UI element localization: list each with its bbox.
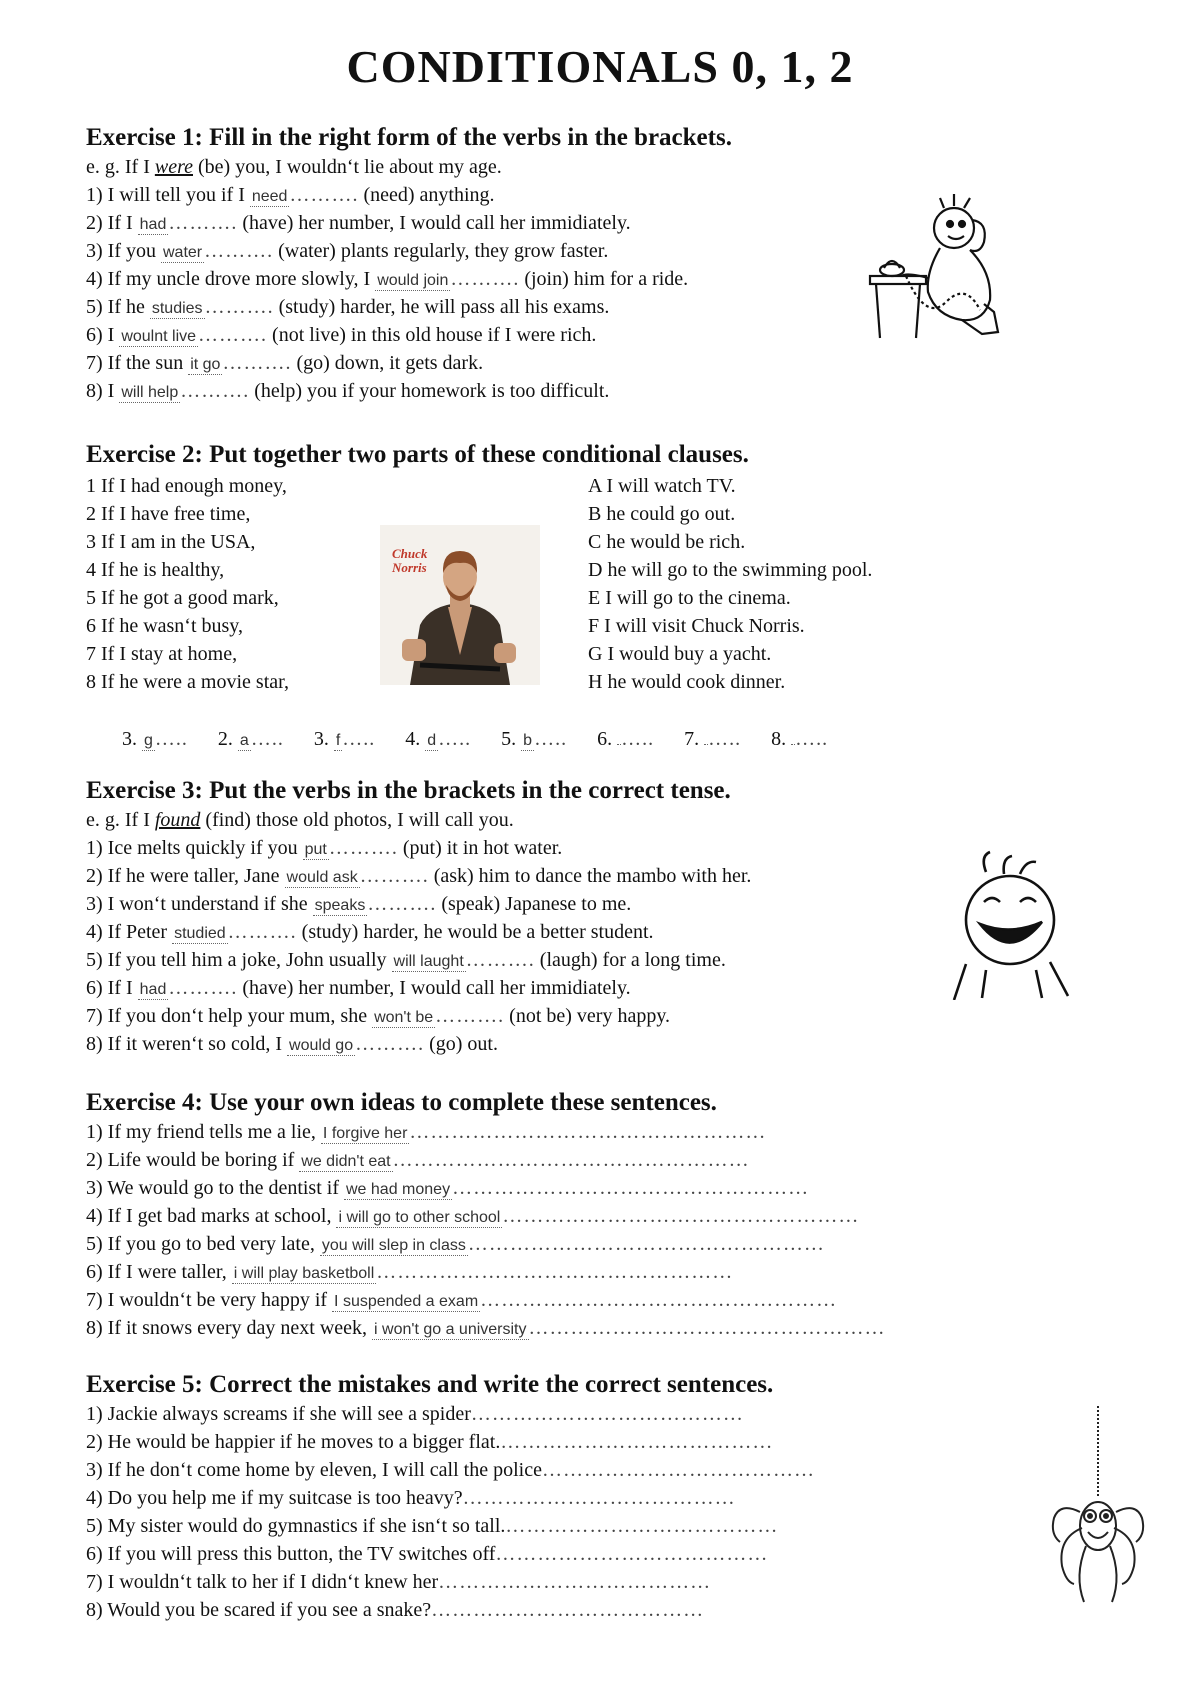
item-text: 5) My sister would do gymnastics if she isn‘t so tall. bbox=[86, 1515, 506, 1537]
item-text: 3) If you bbox=[86, 240, 161, 262]
item-text: 6) I bbox=[86, 324, 120, 346]
exercise-item bbox=[86, 1428, 1116, 1456]
answer-blank[interactable]: will laught bbox=[393, 953, 464, 970]
answer-letter-blank[interactable]: g bbox=[144, 732, 153, 749]
exercise-item bbox=[86, 1568, 1116, 1596]
exercise-item bbox=[86, 1174, 1116, 1202]
item-text: 4) Do you help me if my suitcase is too heavy? bbox=[86, 1487, 463, 1509]
item-text: (ask) him to dance the mambo with her. bbox=[428, 865, 752, 887]
cartoon-phone-man-illustration bbox=[866, 192, 1016, 342]
dotted-leader: ….. bbox=[438, 728, 472, 750]
item-text: 5) If he bbox=[86, 296, 150, 318]
dotted-leader: ………. bbox=[465, 949, 535, 971]
answer-item bbox=[405, 728, 471, 750]
answer-blank[interactable]: would go bbox=[289, 1037, 354, 1054]
item-text: (go) out. bbox=[424, 1033, 498, 1055]
example-answer: found bbox=[154, 809, 201, 831]
dotted-leader: ………. bbox=[222, 352, 292, 374]
dotted-leader: ………. bbox=[204, 240, 274, 262]
clause-right: D he will go to the swimming pool. bbox=[588, 559, 873, 581]
clause-right: H he would cook dinner. bbox=[588, 671, 786, 693]
item-text: (not be) very happy. bbox=[504, 1005, 671, 1027]
clause-left: 2 If I have free time, bbox=[86, 503, 251, 525]
exercise-item bbox=[86, 1258, 1116, 1286]
dotted-leader: ………………………………… bbox=[470, 1403, 744, 1425]
clause-list-right bbox=[588, 472, 872, 696]
answer-item bbox=[501, 728, 567, 750]
exercise-1-heading: Exercise 1: Fill in the right form of the verbs in the brackets. bbox=[86, 124, 732, 151]
dotted-leader: ………. bbox=[450, 268, 520, 290]
item-text: (need) anything. bbox=[358, 184, 495, 206]
exercise-item bbox=[86, 1146, 1116, 1174]
dotted-leader: …………………………………………… bbox=[452, 1177, 810, 1199]
clause-right: A I will watch TV. bbox=[588, 475, 736, 497]
item-text: 3) If he don‘t come home by eleven, I will call the police bbox=[86, 1459, 542, 1481]
exercise-item bbox=[86, 1230, 1116, 1258]
exercise-item bbox=[86, 1484, 1116, 1512]
example-text: (be) you, I wouldn‘t lie about my age. bbox=[193, 156, 502, 178]
answer-blank[interactable]: studied bbox=[174, 925, 226, 942]
item-text: 2) If I bbox=[86, 212, 138, 234]
answer-letter-blank[interactable]: f bbox=[335, 732, 341, 749]
dotted-leader: ………………………………… bbox=[500, 1431, 774, 1453]
item-text: 6) If you will press this button, the TV switches off bbox=[86, 1543, 496, 1565]
dotted-leader: ………. bbox=[198, 324, 268, 346]
answer-blank[interactable]: need bbox=[251, 188, 288, 205]
exercise-2 bbox=[86, 440, 1116, 760]
answer-letter-blank[interactable]: d bbox=[427, 732, 437, 749]
exercise-item bbox=[86, 1456, 1116, 1484]
exercise-item bbox=[86, 1030, 1116, 1058]
dotted-leader: ………. bbox=[227, 921, 297, 943]
answer-blank[interactable]: i will go to other school bbox=[338, 1209, 501, 1226]
answer-blank[interactable]: would join bbox=[377, 272, 449, 289]
exercise-item bbox=[86, 1540, 1116, 1568]
dotted-leader: ….. bbox=[621, 728, 655, 750]
exercise-5-heading: Exercise 5: Correct the mistakes and write the correct sentences. bbox=[86, 1371, 774, 1398]
chuck-norris-photo bbox=[380, 525, 540, 685]
exercise-3-heading: Exercise 3: Put the verbs in the brackets in the correct tense. bbox=[86, 777, 731, 804]
example-answer: were bbox=[154, 156, 193, 178]
spider-illustration bbox=[1040, 1406, 1150, 1616]
item-text: (not live) in this old house if I were rich. bbox=[267, 324, 597, 346]
clause-right: E I will go to the cinema. bbox=[588, 587, 791, 609]
item-text: 8) I bbox=[86, 380, 120, 402]
item-text: (go) down, it gets dark. bbox=[291, 352, 484, 374]
item-text: 7) If you don‘t help your mum, she bbox=[86, 1005, 373, 1027]
dotted-leader: ………. bbox=[168, 212, 238, 234]
exercise-item bbox=[86, 377, 1116, 405]
clause-left: 4 If he is healthy, bbox=[86, 559, 225, 581]
dotted-leader: ………. bbox=[204, 296, 274, 318]
item-text: 7) If the sun bbox=[86, 352, 189, 374]
item-text: 1) Ice melts quickly if you bbox=[86, 837, 303, 859]
dotted-leader: ………. bbox=[289, 184, 359, 206]
dotted-leader: ………………………………… bbox=[462, 1487, 736, 1509]
answer-blank[interactable]: i will play basketboll bbox=[233, 1265, 375, 1282]
dotted-leader: ………………………………… bbox=[541, 1459, 815, 1481]
item-text: 2) Life would be boring if bbox=[86, 1149, 300, 1171]
answer-row bbox=[122, 728, 858, 751]
item-text: 4) If my uncle drove more slowly, I bbox=[86, 268, 376, 290]
item-text: 6) If I were taller, bbox=[86, 1261, 232, 1283]
answer-item bbox=[314, 728, 375, 750]
answer-number: 6. bbox=[597, 728, 613, 750]
dotted-leader: ………………………………… bbox=[438, 1571, 712, 1593]
item-text: (speak) Japanese to me. bbox=[436, 893, 632, 915]
clause-right: F I will visit Chuck Norris. bbox=[588, 615, 805, 637]
answer-blank[interactable]: put bbox=[304, 841, 327, 858]
answer-blank[interactable]: would ask bbox=[286, 869, 358, 886]
answer-number: 8. bbox=[771, 728, 787, 750]
exercise-4-heading: Exercise 4: Use your own ideas to complete these sentences. bbox=[86, 1089, 717, 1116]
dotted-leader: …………………………………………… bbox=[502, 1205, 860, 1227]
answer-blank[interactable]: will help bbox=[121, 384, 179, 401]
item-text: (have) her number, I would call her immidiately. bbox=[237, 977, 631, 999]
dotted-leader: …………………………………………… bbox=[392, 1149, 750, 1171]
clause-left: 1 If I had enough money, bbox=[86, 475, 287, 497]
dotted-leader: ….. bbox=[154, 728, 188, 750]
example-text: e. g. If I bbox=[86, 809, 155, 831]
answer-number: 3. bbox=[122, 728, 137, 750]
clause-list-left bbox=[86, 472, 289, 696]
dotted-leader: ….. bbox=[795, 728, 829, 750]
dotted-leader: ………. bbox=[180, 380, 250, 402]
item-text: (have) her number, I would call her immidiately. bbox=[237, 212, 631, 234]
example-text: e. g. If I bbox=[86, 156, 155, 178]
exercise-item bbox=[86, 1512, 1116, 1540]
answer-item bbox=[771, 728, 828, 750]
item-text: 8) If it weren‘t so cold, I bbox=[86, 1033, 288, 1055]
exercise-item bbox=[86, 349, 1116, 377]
exercise-item bbox=[86, 1286, 1116, 1314]
item-text: (help) you if your homework is too difficult. bbox=[249, 380, 610, 402]
dotted-leader: ………. bbox=[328, 837, 398, 859]
item-text: 3) We would go to the dentist if bbox=[86, 1177, 344, 1199]
exercise-item bbox=[86, 1596, 1116, 1624]
dotted-leader: ………. bbox=[168, 977, 238, 999]
photo-caption: Chuck Norris bbox=[392, 546, 428, 575]
dotted-leader: …………………………………………… bbox=[480, 1289, 838, 1311]
dotted-leader: …………………………………………… bbox=[528, 1317, 886, 1339]
exercise-5 bbox=[86, 1370, 1116, 1624]
clause-left: 6 If he wasn‘t busy, bbox=[86, 615, 244, 637]
clause-left: 3 If I am in the USA, bbox=[86, 531, 256, 553]
dotted-leader: ….. bbox=[250, 728, 284, 750]
answer-blank[interactable]: we didn't eat bbox=[301, 1153, 391, 1170]
answer-blank[interactable]: we had money bbox=[346, 1181, 451, 1198]
answer-blank[interactable]: had bbox=[139, 981, 167, 998]
item-text: 5) If you tell him a joke, John usually bbox=[86, 949, 392, 971]
clause-right: C he would be rich. bbox=[588, 531, 746, 553]
answer-item bbox=[597, 728, 654, 750]
answer-number: 7. bbox=[684, 728, 700, 750]
answer-number: 2. bbox=[217, 728, 233, 750]
dotted-leader: …………………………………………… bbox=[376, 1261, 734, 1283]
answer-blank[interactable]: I forgive her bbox=[322, 1125, 408, 1142]
answer-blank[interactable]: i won't go a university bbox=[374, 1321, 527, 1338]
item-text: (laugh) for a long time. bbox=[534, 949, 726, 971]
dotted-leader: ………………………………… bbox=[505, 1515, 779, 1537]
item-text: (study) harder, he will pass all his exams. bbox=[273, 296, 610, 318]
dotted-leader: …………………………………………… bbox=[409, 1121, 767, 1143]
answer-item bbox=[122, 728, 188, 750]
answer-letter-blank[interactable]: a bbox=[239, 732, 249, 749]
item-text: 8) If it snows every day next week, bbox=[86, 1317, 373, 1339]
dotted-leader: ….. bbox=[708, 728, 742, 750]
answer-blank[interactable]: water bbox=[162, 244, 203, 261]
dotted-leader: ….. bbox=[342, 728, 376, 750]
exercise-item bbox=[86, 1118, 1116, 1146]
exercise-item bbox=[86, 1400, 1116, 1428]
laughing-face-illustration bbox=[946, 850, 1086, 1000]
answer-blank[interactable]: woulnt live bbox=[121, 328, 197, 345]
clause-right: B he could go out. bbox=[588, 503, 736, 525]
exercise-2-heading: Exercise 2: Put together two parts of these conditional clauses. bbox=[86, 441, 749, 468]
item-text: 6) If I bbox=[86, 977, 138, 999]
dotted-leader: ………. bbox=[435, 1005, 505, 1027]
answer-blank[interactable]: won't be bbox=[374, 1009, 434, 1026]
clause-left: 8 If he were a movie star, bbox=[86, 671, 289, 693]
item-text: 7) I wouldn‘t talk to her if I didn‘t knew her bbox=[86, 1571, 439, 1593]
exercise-item bbox=[86, 1314, 1116, 1342]
answer-blank[interactable]: had bbox=[139, 216, 167, 233]
clause-left: 7 If I stay at home, bbox=[86, 643, 238, 665]
dotted-leader: ………. bbox=[367, 893, 437, 915]
answer-number: 5. bbox=[501, 728, 517, 750]
answer-item bbox=[218, 728, 284, 750]
item-text: 5) If you go to bed very late, bbox=[86, 1233, 320, 1255]
exercise-item bbox=[86, 1202, 1116, 1230]
dotted-leader: ………………………………… bbox=[431, 1599, 705, 1621]
exercise-item bbox=[86, 1002, 1116, 1030]
item-text: 2) If he were taller, Jane bbox=[86, 865, 285, 887]
dotted-leader: ………. bbox=[355, 1033, 425, 1055]
item-text: (put) it in hot water. bbox=[397, 837, 563, 859]
page-title: CONDITIONALS 0, 1, 2 bbox=[346, 41, 854, 92]
clause-left: 5 If he got a good mark, bbox=[86, 587, 279, 609]
answer-blank[interactable]: speaks bbox=[314, 897, 366, 914]
dotted-leader: ………………………………… bbox=[495, 1543, 769, 1565]
answer-blank[interactable]: studies bbox=[151, 300, 203, 317]
answer-number: 4. bbox=[405, 728, 421, 750]
item-text: 1) Jackie always screams if she will see a spider bbox=[86, 1403, 471, 1425]
dotted-leader: ………. bbox=[359, 865, 429, 887]
item-text: 2) He would be happier if he moves to a bigger flat. bbox=[86, 1431, 501, 1453]
answer-number: 3. bbox=[313, 728, 329, 750]
item-text: 4) If I get bad marks at school, bbox=[86, 1205, 337, 1227]
item-text: 3) I won‘t understand if she bbox=[86, 893, 313, 915]
answer-blank[interactable]: I suspended a exam bbox=[334, 1293, 479, 1310]
exercise-3-example bbox=[86, 806, 1116, 834]
answer-item bbox=[684, 728, 741, 750]
answer-letter-blank[interactable]: b bbox=[523, 732, 533, 749]
exercise-1-example bbox=[86, 153, 1116, 181]
item-text: 4) If Peter bbox=[86, 921, 173, 943]
item-text: (water) plants regularly, they grow faster. bbox=[273, 240, 609, 262]
exercise-4 bbox=[86, 1088, 1116, 1342]
answer-blank[interactable]: you will slep in class bbox=[321, 1237, 466, 1254]
item-text: (join) him for a ride. bbox=[519, 268, 689, 290]
item-text: 1) I will tell you if I bbox=[86, 184, 250, 206]
item-text: 8) Would you be scared if you see a snake? bbox=[86, 1599, 432, 1621]
example-text: (find) those old photos, I will call you. bbox=[200, 809, 514, 831]
item-text: (study) harder, he would be a better student. bbox=[296, 921, 654, 943]
item-text: 7) I wouldn‘t be very happy if bbox=[86, 1289, 333, 1311]
dotted-leader: ….. bbox=[534, 728, 568, 750]
dotted-leader: …………………………………………… bbox=[467, 1233, 825, 1255]
item-text: 1) If my friend tells me a lie, bbox=[86, 1121, 321, 1143]
answer-blank[interactable]: it go bbox=[190, 356, 221, 373]
clause-right: G I would buy a yacht. bbox=[588, 643, 772, 665]
